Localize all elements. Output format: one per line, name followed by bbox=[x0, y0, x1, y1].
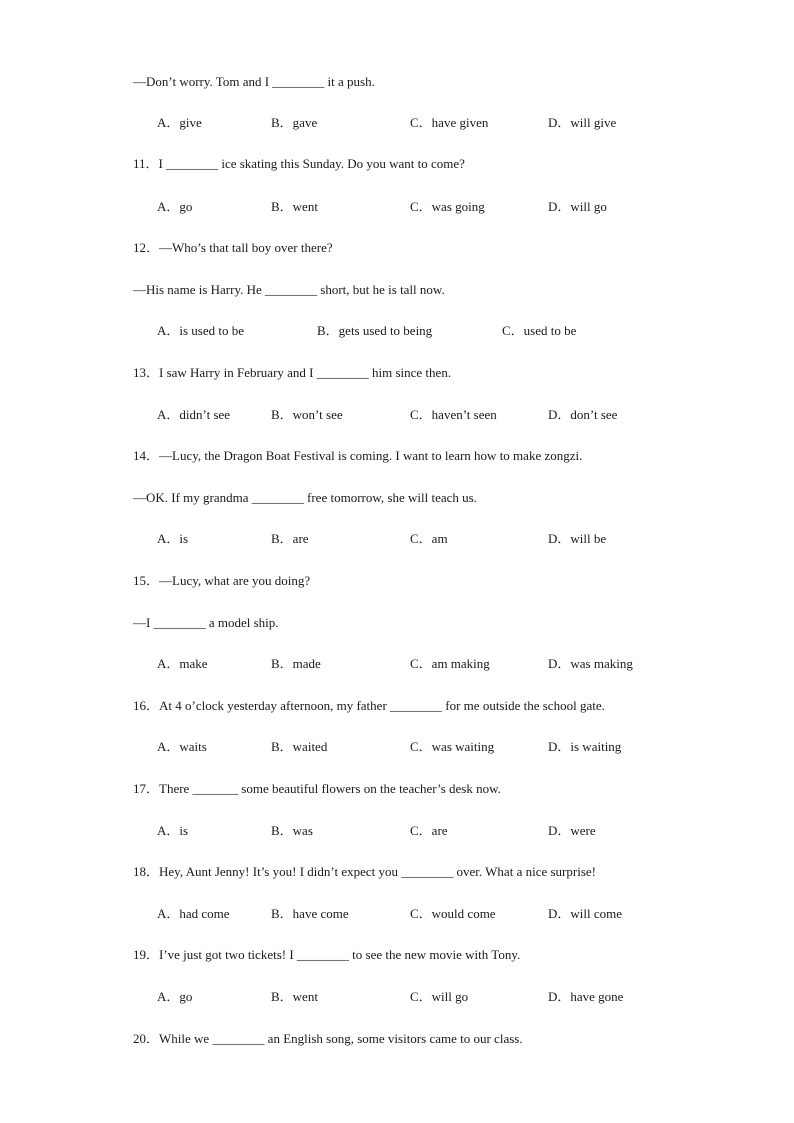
option-a: A．is used to be bbox=[157, 323, 245, 338]
option-c: C．used to be bbox=[502, 323, 577, 338]
question-13-stem: 13．I saw Harry in February and I ________ him since then. bbox=[133, 365, 452, 380]
option-c: C．am bbox=[410, 531, 448, 546]
option-d: D．will be bbox=[548, 531, 607, 546]
question-12-reply: —His name is Harry. He ________ short, but he is tall now. bbox=[133, 282, 445, 297]
question-12-stem: 12．—Who’s that tall boy over there? bbox=[133, 240, 333, 255]
option-c: C．was going bbox=[410, 199, 485, 214]
question-10-reply: —Don’t worry. Tom and I ________ it a push. bbox=[133, 74, 375, 89]
question-19-stem: 19．I’ve just got two tickets! I ________ to see the new movie with Tony. bbox=[133, 947, 521, 962]
question-14-stem: 14．—Lucy, the Dragon Boat Festival is coming. I want to learn how to make zongzi. bbox=[133, 448, 583, 463]
option-c: C．have given bbox=[410, 115, 489, 130]
option-a: A．waits bbox=[157, 739, 207, 754]
option-a: A．make bbox=[157, 656, 208, 671]
option-b: B．went bbox=[271, 199, 318, 214]
option-d: D．will give bbox=[548, 115, 617, 130]
question-16-stem: 16．At 4 o’clock yesterday afternoon, my father ________ for me outside the school gate. bbox=[133, 698, 605, 713]
option-c: C．am making bbox=[410, 656, 490, 671]
option-d: D．will come bbox=[548, 906, 623, 921]
option-c: C．haven’t seen bbox=[410, 407, 497, 422]
option-d: D．is waiting bbox=[548, 739, 622, 754]
question-18-stem: 18．Hey, Aunt Jenny! It’s you! I didn’t expect you ________ over. What a nice surprise! bbox=[133, 864, 596, 879]
option-b: B．are bbox=[271, 531, 309, 546]
option-b: B．won’t see bbox=[271, 407, 343, 422]
option-a: A．go bbox=[157, 199, 193, 214]
question-20-stem: 20．While we ________ an English song, some visitors came to our class. bbox=[133, 1031, 523, 1046]
option-b: B．gave bbox=[271, 115, 318, 130]
question-15-reply: —I ________ a model ship. bbox=[133, 615, 279, 630]
option-c: C．would come bbox=[410, 906, 496, 921]
option-a: A．is bbox=[157, 531, 189, 546]
option-b: B．waited bbox=[271, 739, 328, 754]
option-b: B．have come bbox=[271, 906, 349, 921]
option-b: B．was bbox=[271, 823, 313, 838]
option-d: D．were bbox=[548, 823, 596, 838]
option-d: D．was making bbox=[548, 656, 633, 671]
option-b: B．gets used to being bbox=[317, 323, 433, 338]
option-b: B．made bbox=[271, 656, 321, 671]
option-d: D．will go bbox=[548, 199, 607, 214]
option-d: D．have gone bbox=[548, 989, 624, 1004]
option-c: C．will go bbox=[410, 989, 469, 1004]
option-d: D．don’t see bbox=[548, 407, 618, 422]
option-a: A．didn’t see bbox=[157, 407, 231, 422]
question-17-stem: 17．There _______ some beautiful flowers on the teacher’s desk now. bbox=[133, 781, 501, 796]
option-c: C．are bbox=[410, 823, 448, 838]
option-a: A．is bbox=[157, 823, 189, 838]
option-c: C．was waiting bbox=[410, 739, 495, 754]
option-a: A．had come bbox=[157, 906, 230, 921]
option-a: A．give bbox=[157, 115, 202, 130]
option-a: A．go bbox=[157, 989, 193, 1004]
question-14-reply: —OK. If my grandma ________ free tomorrow, she will teach us. bbox=[133, 490, 477, 505]
question-15-stem: 15．—Lucy, what are you doing? bbox=[133, 573, 311, 588]
option-b: B．went bbox=[271, 989, 318, 1004]
question-11-stem: 11．I ________ ice skating this Sunday. Do you want to come? bbox=[133, 156, 465, 171]
